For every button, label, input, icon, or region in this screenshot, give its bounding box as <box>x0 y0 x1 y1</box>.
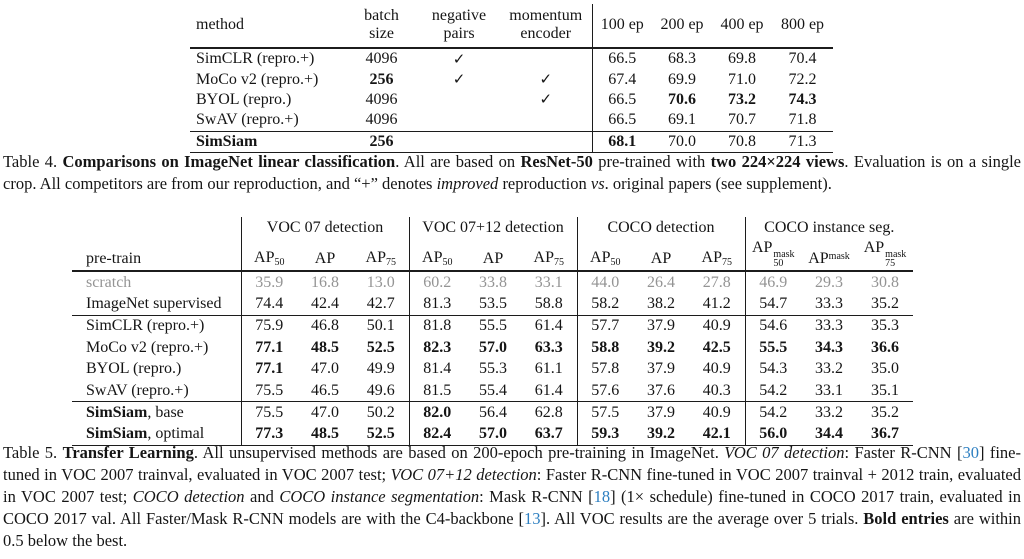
t4-epoch-value-cell: 70.6 <box>668 90 696 108</box>
t4-epoch-value-cell: 73.2 <box>728 90 756 108</box>
t4-col-header-line: momentum <box>509 7 583 24</box>
t5-value-cell: 82.4 <box>423 425 452 443</box>
t5-ap-sub: 50 <box>773 257 784 269</box>
t5-ap-header <box>633 239 689 271</box>
t5-ap-sup: mask <box>885 249 907 260</box>
t5-row <box>72 402 913 424</box>
table4-imagenet-linear-classification <box>190 4 833 153</box>
table5-caption-text: are within 0.5 below the best. <box>3 509 1021 550</box>
t5-row <box>72 380 913 402</box>
citation-link[interactable]: 13 <box>523 509 541 528</box>
t5-pretrain-text: BYOL (repro.) <box>86 360 182 378</box>
t4-epoch-value-cell: 74.3 <box>788 90 817 108</box>
t5-value-cell: 77.3 <box>255 425 284 443</box>
t5-metric-header-row <box>72 239 913 271</box>
t5-value-cell: 58.2 <box>591 295 620 313</box>
citation-link[interactable]: 18 <box>593 487 611 506</box>
table4-caption-text: . original papers (see supplement). <box>604 174 832 193</box>
t5-value-cell: 57.8 <box>591 360 620 378</box>
t4-col-header <box>190 4 345 48</box>
t4-epoch-value-cell: 70.4 <box>788 50 817 68</box>
t5-value-cell: 74.4 <box>255 295 284 313</box>
table5-caption-text: : Faster R-CNN fine-tuned in VOC 2007 trainval + 2012 train, evaluated in VOC 2007 test; <box>3 465 1021 506</box>
t4-col-header <box>592 4 652 48</box>
t5-value-cell: 63.3 <box>521 337 577 358</box>
table5-caption-text: . All unsupervised methods are based on 200-epoch pre-training in ImageNet. <box>193 443 725 462</box>
table5-caption-text: and <box>244 487 280 506</box>
t5-value-cell: 82.0 <box>409 402 465 424</box>
table5-transfer-learning <box>72 217 913 446</box>
t5-value-cell: 16.8 <box>311 273 339 291</box>
t5-value-cell: 59.3 <box>591 425 620 443</box>
t5-value-cell: 58.8 <box>521 293 577 315</box>
t5-pretrain-cell <box>72 380 241 402</box>
t5-ap-sub: 75 <box>553 257 564 268</box>
t5-pretrain-cell <box>72 293 241 315</box>
t5-value-cell: 40.9 <box>689 402 745 424</box>
t5-value-cell: 77.1 <box>255 338 284 356</box>
t5-group-header: VOC 07 detection <box>241 217 409 239</box>
t5-row <box>72 337 913 358</box>
t5-value-cell: 81.3 <box>423 295 452 313</box>
t5-value-cell: 58.8 <box>591 338 620 356</box>
t5-ap-base: AP <box>863 239 885 256</box>
table4-caption-text: . All are based on <box>395 152 521 171</box>
t4-epoch-value-cell: 67.4 <box>608 70 637 88</box>
t5-pretrain-cell <box>72 315 241 337</box>
table5-caption-text: VOC 07+12 detection <box>390 465 537 484</box>
t4-negative-pairs-cell: ✓ <box>452 51 466 68</box>
t5-value-cell: 35.3 <box>857 315 913 337</box>
t5-group-header: VOC 07+12 detection <box>409 217 577 239</box>
t5-value-cell: 33.3 <box>801 315 857 337</box>
table4-caption <box>3 151 1021 195</box>
t5-value-cell: 30.8 <box>871 273 899 291</box>
t5-value-cell: 41.2 <box>689 293 745 315</box>
t5-ap-base: AP <box>751 239 773 256</box>
t4-momentum-encoder-cell: ✓ <box>500 90 592 110</box>
t5-ap-sub: 75 <box>385 257 396 268</box>
t4-batch-size-cell: 256 <box>345 131 418 152</box>
table5-caption-text: COCO detection <box>132 487 245 506</box>
table5-caption-text: COCO instance segmentation <box>279 487 480 506</box>
t5-ap-sub: 50 <box>442 257 453 268</box>
t5-value-cell: 55.5 <box>465 315 521 337</box>
t5-value-cell: 75.9 <box>241 315 297 337</box>
t4-epoch-value-cell: 69.8 <box>728 50 756 68</box>
t4-epoch-value-cell: 69.1 <box>668 111 696 129</box>
citation-link[interactable]: 30 <box>962 443 979 462</box>
table4-caption-text: two 224×224 views <box>710 152 845 171</box>
t5-value-cell: 42.4 <box>311 295 339 313</box>
t5-value-cell: 61.1 <box>521 359 577 380</box>
t5-pretrain-cell <box>72 402 241 424</box>
t5-ap-header <box>465 239 521 271</box>
t4-negative-pairs-cell: ✓ <box>452 72 466 89</box>
t5-value-cell: 46.8 <box>297 315 353 337</box>
t5-row <box>72 271 913 293</box>
t4-row <box>190 131 833 152</box>
t5-value-cell: 57.7 <box>577 315 633 337</box>
t5-value-cell: 50.2 <box>353 402 409 424</box>
t4-method-cell: SimCLR (repro.+) <box>196 50 315 68</box>
t5-value-cell: 33.8 <box>479 273 507 291</box>
t5-value-cell: 56.4 <box>465 402 521 424</box>
t5-ap-base: AP <box>482 250 504 267</box>
t5-ap-header <box>241 239 297 271</box>
t5-value-cell: 53.5 <box>479 295 507 313</box>
t5-value-cell: 37.6 <box>647 381 675 399</box>
table4-caption-text: . Evaluation is on a single crop. All competitors are from our reproduction, and “+” denotes <box>3 152 1021 193</box>
t4-negative-pairs-cell <box>418 110 500 131</box>
t5-pretrain-text: SwAV (repro.+) <box>86 381 189 399</box>
t4-epoch-value-cell: 71.8 <box>788 111 817 129</box>
table5-caption-text: : Faster R-CNN [ <box>844 443 963 462</box>
t5-ap-header <box>409 239 465 271</box>
t4-col-header-line: 400 ep <box>720 16 764 33</box>
t4-batch-size-cell: 4096 <box>365 50 398 68</box>
t5-ap-base: AP <box>365 249 386 266</box>
t5-value-cell: 46.9 <box>759 273 788 291</box>
t5-ap-sub: 75 <box>885 257 896 269</box>
t5-ap-sub: 50 <box>610 257 621 268</box>
t5-value-cell: 81.5 <box>423 381 452 399</box>
t4-batch-size-cell: 4096 <box>365 111 398 129</box>
t5-value-cell: 39.2 <box>647 338 675 356</box>
t5-ap-sub: 75 <box>721 257 732 268</box>
t5-pretrain-text: SimSiam <box>86 425 148 443</box>
t5-ap-sup: mask <box>828 251 850 262</box>
t4-epoch-value-cell: 72.2 <box>788 70 817 88</box>
t5-value-cell: 33.1 <box>521 271 577 293</box>
t5-ap-base: AP <box>590 249 611 266</box>
t4-row <box>190 69 833 89</box>
t5-value-cell: 48.5 <box>311 338 339 356</box>
t5-body <box>72 271 913 446</box>
t4-epoch-value-cell: 70.8 <box>712 131 772 152</box>
table5-caption-text: VOC 07 detection <box>724 443 845 462</box>
t5-value-cell: 42.1 <box>689 424 745 446</box>
t4-epoch-value-cell: 68.1 <box>592 131 652 152</box>
table4-caption-text: Comparisons on ImageNet linear classification <box>62 152 396 171</box>
t5-value-cell: 34.3 <box>815 338 843 356</box>
t5-value-cell: 35.1 <box>871 381 899 399</box>
t5-ap-header <box>857 239 913 271</box>
t5-ap-header <box>745 239 801 271</box>
t5-value-cell: 60.2 <box>423 273 452 291</box>
t5-value-cell: 82.3 <box>423 338 452 356</box>
t5-value-cell: 37.9 <box>633 402 689 424</box>
t5-value-cell: 48.5 <box>311 425 339 443</box>
t5-corner-cell <box>72 217 241 239</box>
t5-value-cell: 54.2 <box>745 402 801 424</box>
t5-group-header: COCO detection <box>577 217 745 239</box>
t4-col-header-line: pairs <box>443 25 475 42</box>
t4-row <box>190 90 833 110</box>
t5-pretrain-text: , base <box>147 404 184 422</box>
t4-col-header-line: batch <box>364 7 399 24</box>
t5-value-cell: 54.3 <box>759 360 788 378</box>
t5-value-cell: 37.9 <box>647 360 675 378</box>
t4-epoch-value-cell: 69.9 <box>668 70 696 88</box>
t5-ap-sub: 50 <box>274 257 285 268</box>
t4-epoch-value-cell: 66.5 <box>608 50 637 68</box>
t4-epoch-value-cell: 70.7 <box>728 111 756 129</box>
table5-caption-text: ] (1× schedule) fine-tuned in COCO 2017 train, evaluated in COCO 2017 val. All Faster/Mask R-CNN models are with the C4-backbone [ <box>3 487 1021 528</box>
table4-caption-text: Table 4. <box>3 152 63 171</box>
t5-ap-base: AP <box>533 249 554 266</box>
t4-col-header <box>345 4 418 48</box>
table4-caption-text: ResNet-50 <box>520 152 593 171</box>
table4-caption-text: improved <box>436 174 499 193</box>
t4-col-header-line: 100 ep <box>600 16 644 33</box>
t4-col-header-line: 200 ep <box>660 16 704 33</box>
t5-pretrain-text: , optimal <box>147 425 205 443</box>
t4-col-header-line: size <box>369 25 394 42</box>
t5-row <box>72 293 913 315</box>
t5-value-cell: 35.9 <box>255 273 284 291</box>
t4-col-header-line: 800 ep <box>780 16 825 33</box>
t5-group-header-row <box>72 217 913 239</box>
t4-epoch-value-cell: 66.5 <box>608 90 637 108</box>
t5-value-cell: 36.6 <box>871 338 899 356</box>
t4-momentum-encoder-cell <box>500 131 592 152</box>
t4-body <box>190 48 833 152</box>
t5-value-cell: 57.0 <box>479 425 507 443</box>
t5-value-cell: 35.2 <box>857 402 913 424</box>
t4-method-cell: SimSiam <box>190 131 345 152</box>
t5-ap-header <box>297 239 353 271</box>
t5-value-cell: 61.4 <box>521 315 577 337</box>
table5-caption-text: Transfer Learning <box>62 443 194 462</box>
t5-value-cell: 54.6 <box>745 315 801 337</box>
t5-ap-header <box>801 239 857 271</box>
t5-value-cell: 61.4 <box>521 380 577 402</box>
t5-value-cell: 55.3 <box>479 360 507 378</box>
t5-ap-base: AP <box>422 249 443 266</box>
t4-col-header <box>500 4 592 48</box>
t5-ap-base: AP <box>701 249 722 266</box>
t4-negative-pairs-cell <box>418 90 500 110</box>
t5-value-cell: 33.1 <box>815 381 843 399</box>
table4-caption-text: vs <box>590 174 605 193</box>
t5-value-cell: 46.5 <box>311 381 339 399</box>
t4-col-header <box>652 4 712 48</box>
t5-value-cell: 52.5 <box>353 424 409 446</box>
t5-row <box>72 359 913 380</box>
t5-value-cell: 33.2 <box>815 360 843 378</box>
t5-value-cell: 54.7 <box>759 295 788 313</box>
t5-pretrain-text: SimCLR (repro.+) <box>86 317 205 335</box>
t5-value-cell: 37.9 <box>633 315 689 337</box>
t5-pretrain-text: SimSiam <box>86 404 148 422</box>
table5-caption <box>3 442 1021 552</box>
t5-value-cell: 62.8 <box>521 402 577 424</box>
t5-value-cell: 26.4 <box>647 273 675 291</box>
t5-pretrain-cell <box>72 271 241 293</box>
table5-caption-text: ] fine-tuned in VOC 2007 trainval, evaluated in VOC 2007 test; <box>3 443 1021 484</box>
t5-value-cell: 29.3 <box>815 273 843 291</box>
t4-row <box>190 110 833 131</box>
t5-ap-base: AP <box>254 249 275 266</box>
t5-ap-base: AP <box>314 250 336 267</box>
t5-ap-header <box>521 239 577 271</box>
t5-value-cell: 75.5 <box>255 381 284 399</box>
t4-method-cell: SwAV (repro.+) <box>196 111 299 129</box>
t5-value-cell: 55.5 <box>759 338 788 356</box>
t4-epoch-value-cell: 71.3 <box>772 131 833 152</box>
t5-value-cell: 33.2 <box>801 402 857 424</box>
t5-value-cell: 57.6 <box>591 381 620 399</box>
t5-ap-base: AP <box>650 250 672 267</box>
t4-col-header-line: method <box>196 16 244 33</box>
t4-epoch-value-cell: 66.5 <box>608 111 637 129</box>
t5-value-cell: 44.0 <box>591 273 620 291</box>
t4-col-header-line: encoder <box>520 25 572 42</box>
t5-value-cell: 81.8 <box>409 315 465 337</box>
t5-value-cell: 47.0 <box>297 402 353 424</box>
t5-ap-sup: mask <box>773 249 795 260</box>
t5-value-cell: 34.4 <box>815 425 843 443</box>
t5-value-cell: 57.0 <box>479 338 507 356</box>
t5-value-cell: 81.4 <box>423 360 452 378</box>
t5-value-cell: 47.0 <box>311 360 339 378</box>
t4-epoch-value-cell: 70.0 <box>652 131 712 152</box>
table4-caption-text: reproduction <box>498 174 591 193</box>
t5-value-cell: 42.7 <box>353 293 409 315</box>
t5-ap-supsub <box>885 251 906 268</box>
t5-value-cell: 38.2 <box>647 295 675 313</box>
t5-value-cell: 57.5 <box>577 402 633 424</box>
t5-value-cell: 40.9 <box>689 359 745 380</box>
t5-pretrain-cell <box>72 359 241 380</box>
t5-pretrain-text: MoCo v2 (repro.+) <box>86 338 209 356</box>
t4-momentum-encoder-cell: ✓ <box>500 69 592 89</box>
t5-value-cell: 40.3 <box>689 380 745 402</box>
t5-ap-header <box>689 239 745 271</box>
t5-row <box>72 315 913 337</box>
t5-value-cell: 42.5 <box>689 337 745 358</box>
t4-col-header-line: negative <box>431 7 487 24</box>
t5-value-cell: 13.0 <box>353 271 409 293</box>
table5-caption-text: Bold entries <box>863 509 949 528</box>
t5-pretrain-cell <box>72 337 241 358</box>
t4-row <box>190 48 833 69</box>
t4-col-header <box>712 4 772 48</box>
t5-value-cell: 49.6 <box>353 380 409 402</box>
t4-momentum-encoder-cell <box>500 48 592 69</box>
t5-value-cell: 56.0 <box>759 425 788 443</box>
table5-caption-text: : Mask R-CNN [ <box>479 487 594 506</box>
t5-ap-base: AP <box>808 250 829 267</box>
t5-value-cell: 77.1 <box>255 360 284 378</box>
t5-value-cell: 27.8 <box>689 271 745 293</box>
t4-col-header <box>772 4 833 48</box>
t5-pretrain-header: pre-train <box>72 239 241 271</box>
t5-value-cell: 63.7 <box>521 424 577 446</box>
t5-ap-supsub <box>773 251 794 268</box>
t4-epoch-value-cell: 71.0 <box>728 70 756 88</box>
t5-value-cell: 52.5 <box>353 337 409 358</box>
t5-ap-header <box>353 239 409 271</box>
table5-caption-text: ]. All VOC results are the average over 5 trials. <box>540 509 864 528</box>
t4-negative-pairs-cell <box>418 131 500 152</box>
t5-group-header: COCO instance seg. <box>764 219 895 236</box>
t5-value-cell: 35.0 <box>871 360 899 378</box>
t5-value-cell: 40.9 <box>689 315 745 337</box>
t5-pretrain-text: ImageNet supervised <box>86 295 222 313</box>
t5-value-cell: 55.4 <box>479 381 507 399</box>
t4-batch-size-cell: 256 <box>369 70 394 88</box>
t4-momentum-encoder-cell <box>500 110 592 131</box>
t5-value-cell: 35.2 <box>871 295 899 313</box>
t4-header-row <box>190 4 833 48</box>
t5-value-cell: 50.1 <box>353 315 409 337</box>
t4-col-header <box>418 4 500 48</box>
t5-pretrain-text: scratch <box>86 273 132 291</box>
t4-epoch-value-cell: 68.3 <box>668 50 696 68</box>
t4-method-cell: MoCo v2 (repro.+) <box>196 70 319 88</box>
t5-ap-header <box>577 239 633 271</box>
t5-value-cell: 39.2 <box>647 425 675 443</box>
t5-value-cell: 33.3 <box>815 295 843 313</box>
t5-value-cell: 36.7 <box>871 425 899 443</box>
table4-caption-text: pre-trained with <box>592 152 711 171</box>
t4-method-cell: BYOL (repro.) <box>196 90 292 108</box>
t5-value-cell: 49.9 <box>353 359 409 380</box>
t5-value-cell: 75.5 <box>241 402 297 424</box>
t4-batch-size-cell: 4096 <box>365 90 398 108</box>
table5-caption-text: Table 5. <box>3 443 63 462</box>
t5-value-cell: 54.2 <box>759 381 788 399</box>
